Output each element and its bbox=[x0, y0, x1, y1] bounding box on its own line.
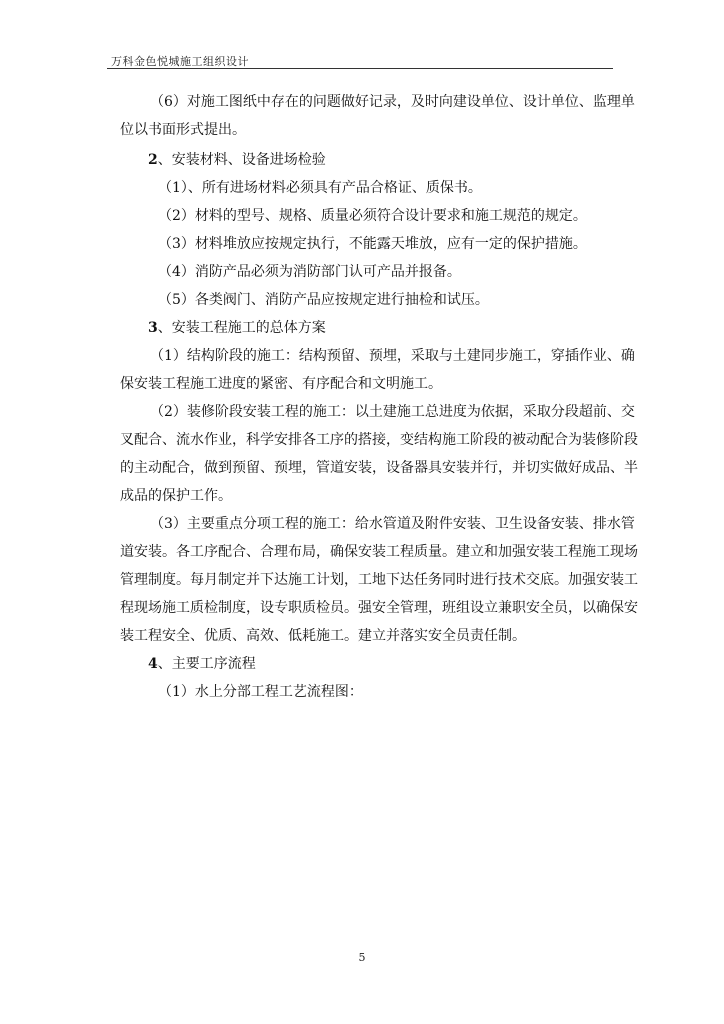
running-header: 万科金色悦城施工组织设计 bbox=[111, 55, 249, 68]
page-number: 5 bbox=[358, 951, 366, 964]
section-title: 、安装材料、设备进场检验 bbox=[157, 152, 326, 168]
list-item: （2）材料的型号、规格、质量必须符合设计要求和施工规范的规定。 bbox=[158, 208, 587, 224]
list-item: （1）、所有进场材料必须具有产品合格证、质保书。 bbox=[158, 180, 482, 196]
list-item: （4）消防产品必须为消防部门认可产品并报备。 bbox=[158, 264, 461, 280]
paragraph-key-works: （3）主要重点分项工程的施工：给水管道及附件安装、卫生设备安装、排水管道安装。各工序配合、合理布局，确保安装工程质量。建立和加强安装工程施工现场管理制度。每月制定并下达施工计划，工地下达任务同时进行技术交底。加强安装工程现场施工质检制度，设专职质检员。强安全管理，班组设立兼职安全员，以确保安装工程安全、优质、高效、低耗施工。建立并落实安全员责任制。 bbox=[120, 516, 638, 644]
paragraph-decoration-phase: （2）装修阶段安装工程的施工：以土建施工总进度为依据，采取分段超前、交叉配合、流水作业，科学安排各工序的搭接，变结构施工阶段的被动配合为装修阶段的主动配合，做到预留、预埋，管道安装，设备器具安装并行，并切实做好成品、半成品的保护工作。 bbox=[120, 404, 638, 504]
list-item: （1）水上分部工程工艺流程图： bbox=[158, 684, 363, 700]
section-title: 、主要工序流程 bbox=[157, 656, 256, 672]
section-heading-3 bbox=[120, 314, 640, 342]
list-item: （5）各类阀门、消防产品应按规定进行抽检和试压。 bbox=[158, 292, 489, 308]
section-heading-2 bbox=[120, 146, 640, 174]
section-number: 2 bbox=[148, 152, 158, 168]
section-title: 、安装工程施工的总体方案 bbox=[157, 320, 326, 336]
header-rule bbox=[107, 68, 613, 69]
section-number: 3 bbox=[148, 320, 158, 336]
section-heading-4 bbox=[120, 650, 640, 678]
paragraph-structure-phase: （1）结构阶段的施工：结构预留、预埋，采取与土建同步施工，穿插作业、确保安装工程施工进度的紧密、有序配合和文明施工。 bbox=[120, 348, 635, 392]
list-item: （3）材料堆放应按规定执行，不能露天堆放，应有一定的保护措施。 bbox=[158, 236, 587, 252]
paragraph-drawing-issues: （6）对施工图纸中存在的问题做好记录，及时向建设单位、设计单位、监理单位以书面形式提出。 bbox=[120, 94, 635, 138]
section-number: 4 bbox=[148, 656, 158, 672]
document-body bbox=[120, 88, 640, 706]
